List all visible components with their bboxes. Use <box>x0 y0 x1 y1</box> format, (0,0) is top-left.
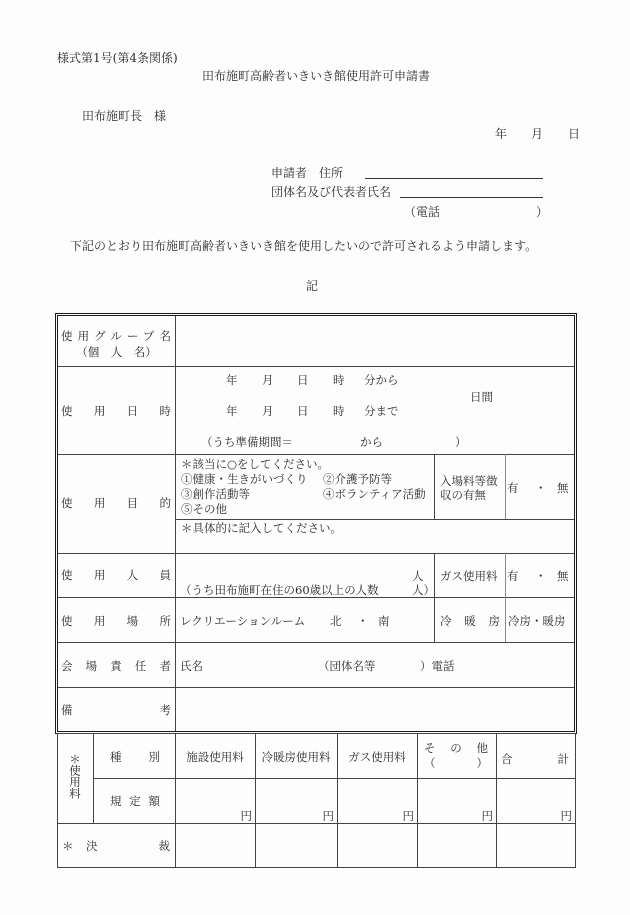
gas-fee-yes[interactable]: 有 <box>507 569 519 583</box>
form-number: 様式第1号(第4条関係) <box>57 51 178 65</box>
remarks-field[interactable] <box>180 691 570 727</box>
from-minute-suffix: 分から <box>364 373 399 387</box>
to-day-unit: 日 <box>297 404 309 418</box>
phone-close: ） <box>536 205 549 219</box>
purpose-option-1[interactable]: ①健康・生きがいづくり <box>181 472 308 486</box>
usage-datetime-label: 使用日時 <box>61 404 171 418</box>
venue-manager-label: 会場責任者 <box>61 659 171 673</box>
fee-type-label: 種別 <box>110 750 160 764</box>
ki-heading: 記 <box>306 279 319 293</box>
total-fee-currency: 円 <box>560 809 572 823</box>
fee-collection-no[interactable]: 無 <box>557 481 569 495</box>
fee-amount-label: 規定額 <box>110 794 160 808</box>
prep-period-close: ） <box>455 435 467 449</box>
fee-collection-label-line2: 収の有無 <box>440 488 486 502</box>
to-month-unit: 月 <box>262 404 274 418</box>
wing-south[interactable]: 南 <box>378 614 390 628</box>
addressee: 田布施町長 様 <box>82 109 167 123</box>
purpose-label: 使用目的 <box>61 496 171 510</box>
column-divider <box>434 454 435 519</box>
prep-period-from: から <box>360 435 383 449</box>
fee-collection-yes[interactable]: 有 <box>507 481 519 495</box>
from-day-unit: 日 <box>297 373 309 387</box>
fee-col-total: 合計 <box>501 752 569 766</box>
hvac-fee-currency: 円 <box>322 809 334 823</box>
document-title: 田布施町高齢者いきいき館使用許可申請書 <box>202 69 431 83</box>
days-unit: 日間 <box>470 390 493 404</box>
manager-group-field[interactable] <box>380 657 418 673</box>
fee-col-other: その他 <box>424 741 488 755</box>
hvac-label: 冷暖房 <box>440 614 500 628</box>
remarks-label: 備考 <box>61 703 171 717</box>
purpose-option-4[interactable]: ④ボランティア活動 <box>323 487 426 501</box>
column-divider <box>505 553 506 642</box>
from-month-unit: 月 <box>262 373 274 387</box>
manager-name-field[interactable] <box>206 657 314 673</box>
fee-col-gas: ガス使用料 <box>348 750 406 764</box>
date-year-unit: 年 <box>495 127 508 141</box>
column-divider <box>434 553 435 642</box>
label-column-divider <box>175 316 176 731</box>
applicant-name-field[interactable] <box>402 182 542 197</box>
manager-group-label: （団体名等 <box>318 659 376 673</box>
fee-row-divider <box>57 823 576 824</box>
column-divider <box>505 454 506 519</box>
fee-side-label: ＊使用料 <box>68 753 82 799</box>
row-divider <box>58 454 574 455</box>
attendees-count-field[interactable] <box>180 556 408 570</box>
row-divider <box>58 366 574 367</box>
wing-separator: ・ <box>357 614 369 628</box>
approval-stamp-area[interactable] <box>178 826 573 865</box>
row-divider <box>58 553 574 554</box>
gas-fee-no[interactable]: 無 <box>557 569 569 583</box>
purpose-option-2[interactable]: ②介護予防等 <box>323 472 392 486</box>
elderly-count-unit: 人） <box>412 583 435 597</box>
row-subdivider <box>175 519 574 520</box>
purpose-instruction: ＊該当に○をしてください。 <box>181 457 330 471</box>
wing-north[interactable]: 北 <box>330 614 342 628</box>
group-name-label: 使用グループ名 <box>61 329 171 343</box>
group-name-sublabel: （個 人 名） <box>76 345 157 359</box>
manager-phone-label: ）電話 <box>420 659 455 673</box>
phone-open: （電話 <box>404 205 441 219</box>
manager-phone-field[interactable] <box>460 657 570 673</box>
attendees-unit: 人 <box>412 569 424 583</box>
to-minute-suffix: 分まで <box>364 404 399 418</box>
facility-fee-currency: 円 <box>240 809 252 823</box>
applicant-address-field[interactable] <box>368 163 543 178</box>
date-day-unit: 日 <box>568 127 581 141</box>
purpose-detail-field[interactable] <box>181 536 570 551</box>
name-underline <box>400 197 543 198</box>
from-year-unit: 年 <box>226 373 238 387</box>
fee-row-divider <box>93 778 575 779</box>
address-underline <box>365 178 543 179</box>
other-fee-currency: 円 <box>481 809 493 823</box>
applicant-phone-field[interactable] <box>440 205 534 219</box>
row-divider <box>58 687 574 688</box>
date-field[interactable] <box>440 125 575 143</box>
fee-col-facility: 施設使用料 <box>186 750 244 764</box>
gas-fee-label: ガス使用料 <box>440 569 498 583</box>
to-year-unit: 年 <box>226 404 238 418</box>
intro-paragraph: 下記のとおり田布施町高齢者いきいき館を使用したいので許可されるよう申請します。 <box>70 239 538 253</box>
gas-fee-currency: 円 <box>402 809 414 823</box>
group-name-field[interactable] <box>180 320 570 362</box>
row-divider <box>58 642 574 643</box>
purpose-detail-instruction: ＊具体的に記入してください。 <box>181 521 342 535</box>
purpose-option-5[interactable]: ⑤その他 <box>181 502 227 516</box>
fee-collection-label-line1: 入場料等徴 <box>440 474 498 488</box>
place-label: 使用場所 <box>61 614 171 628</box>
fee-col-hvac: 冷暖房使用料 <box>261 750 331 764</box>
approval-label: 決裁 <box>86 839 170 853</box>
fee-collection-separator: ・ <box>535 481 547 495</box>
attendees-label: 使用人員 <box>61 568 171 582</box>
date-month-unit: 月 <box>531 127 544 141</box>
approval-mark: ＊ <box>62 839 74 853</box>
prep-period-open: （うち準備期間＝ <box>201 435 293 449</box>
applicant-name-label: 団体名及び代表者氏名 <box>271 185 392 199</box>
fee-column-divider <box>93 733 94 823</box>
applicant-address-label: 申請者 住所 <box>271 166 344 180</box>
from-hour-unit: 時 <box>333 373 345 387</box>
purpose-option-3[interactable]: ③創作活動等 <box>181 487 250 501</box>
elderly-count-label: （うち田布施町在住の60歳以上の人数 <box>180 583 379 597</box>
fee-col-other-paren: （） <box>424 756 488 770</box>
room-name: レクリエーションルーム <box>180 614 306 628</box>
gas-fee-separator: ・ <box>535 569 547 583</box>
hvac-choice[interactable]: 冷房・暖房 <box>508 614 566 628</box>
to-hour-unit: 時 <box>333 404 345 418</box>
row-divider <box>58 597 574 598</box>
manager-name-label: 氏名 <box>180 659 203 673</box>
